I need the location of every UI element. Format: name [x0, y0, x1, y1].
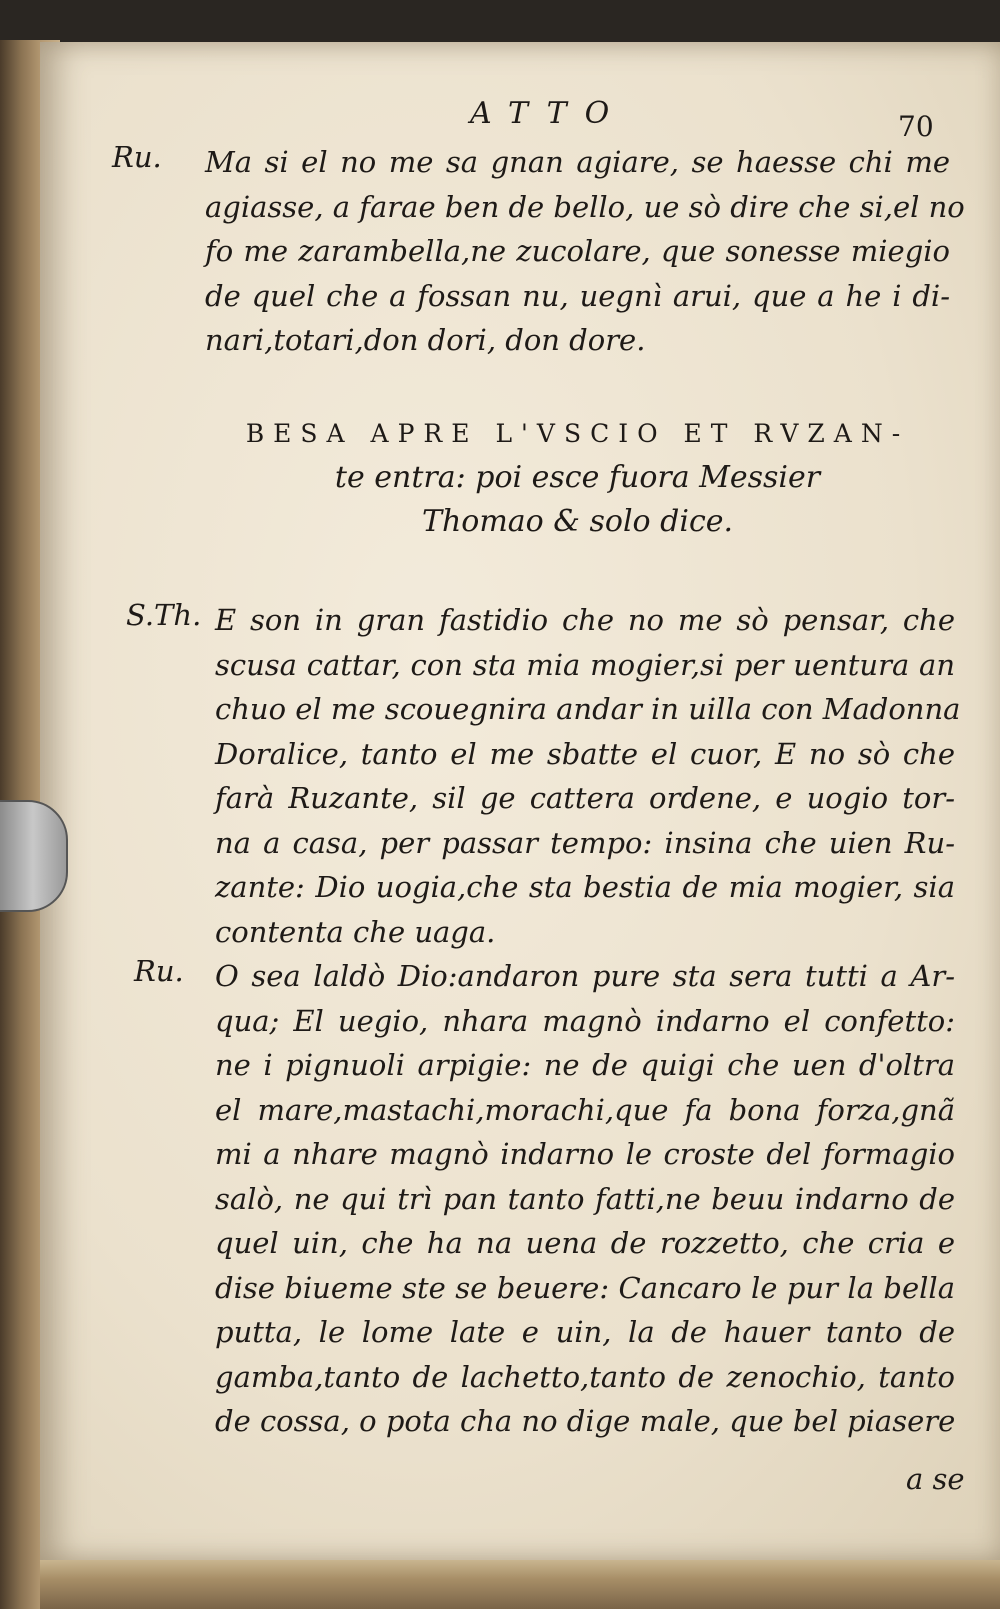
book-bottom-edge: [40, 1560, 1000, 1609]
page-number: 70: [898, 110, 934, 143]
text-line: gamba,tanto de lachetto,tanto de zenochio, tanto: [215, 1359, 955, 1394]
text-line: salò, ne qui trì pan tanto fatti,ne beuu indarno de: [215, 1181, 955, 1216]
page-clip: [0, 800, 68, 912]
stage-direction: [205, 412, 950, 544]
text-line: chuo el me scouegnira andar in uilla con Madonna: [215, 692, 961, 726]
text-line: dise biueme ste se beuere: Cancaro le pur la bella: [215, 1270, 955, 1305]
speech-sth: [215, 598, 961, 954]
speaker-sth: S.Th.: [126, 598, 202, 632]
text-line: agiasse, a farae ben de bello, ue sò dire che si,el no: [205, 189, 965, 224]
text-line: E son in gran fastidio che no me sò pensar, che: [215, 603, 955, 637]
running-head: ATTO: [470, 96, 628, 131]
speech-ru-2: [215, 954, 955, 1444]
text-line: farà Ruzante, sil ge cattera ordene, e uogio tor-: [215, 781, 955, 815]
text-line: putta, le lome late e uin, la de hauer tanto de: [215, 1315, 955, 1349]
text-line: scusa cattar, con sta mia mogier,si per uentura an: [215, 647, 955, 682]
stage-direction-line: Thomao & solo dice.: [421, 504, 734, 539]
text-line: fo me zarambella,ne zucolare, que sonesse miegio: [205, 234, 950, 268]
text-line: Ma si el no me sa gnan agiare, se haesse chi me: [205, 145, 950, 179]
text-line: mi a nhare magnò indarno le croste del formagio: [215, 1137, 955, 1171]
speaker-ru-1: Ru.: [112, 140, 162, 174]
text-line: quel uin, che ha na uena de rozzetto, che cria e: [215, 1226, 955, 1260]
text-line: de quel che a fossan nu, uegnì arui, que a he i di-: [205, 278, 950, 313]
text-line: el mare,mastachi,morachi,que fa bona forza,gnã: [215, 1092, 955, 1127]
text-line: na a casa, per passar tempo: insina che uien Ru-: [215, 825, 955, 860]
text-line: de cossa, o pota cha no dige male, que bel piasere: [215, 1404, 956, 1438]
text-line: zante: Dio uogia,che sta bestia de mia mogier, sia: [215, 870, 955, 904]
text-line: nari,totari,don dori, don dore.: [205, 323, 646, 357]
speaker-ru-2: Ru.: [134, 954, 184, 988]
stage-direction-line: te entra: poi esce fuora Messier: [334, 460, 821, 495]
text-line: contenta che uaga.: [215, 914, 496, 949]
text-line: qua; El uegio, nhara magnò indarno el confetto:: [215, 1003, 955, 1038]
speech-ru-1: [205, 140, 965, 363]
text-line: Doralice, tanto el me sbatte el cuor, E no sò che: [215, 736, 955, 771]
text-line: ne i pignuoli arpigie: ne de quigi che uen d'oltra: [215, 1048, 955, 1082]
catchword: a se: [906, 1462, 965, 1496]
stage-direction-caps: BESA APRE L'VSCIO ET RVZAN-: [245, 419, 910, 448]
text-line: O sea laldò Dio:andaron pure sta sera tutti a Ar-: [215, 959, 955, 993]
